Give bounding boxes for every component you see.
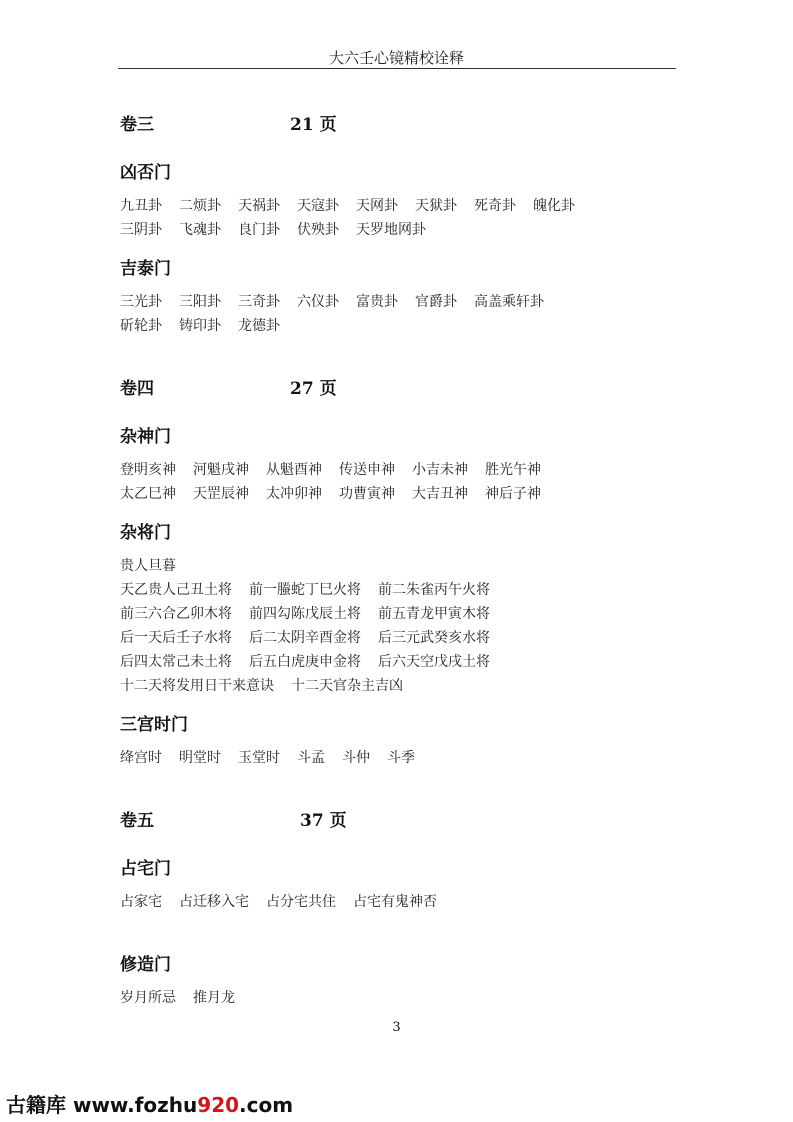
- list-item: 后一天后壬子水将: [120, 630, 232, 646]
- list-item: 明堂时: [179, 750, 221, 766]
- list-item: 六仪卦: [297, 294, 339, 310]
- section-title: 凶否门: [120, 163, 171, 183]
- section-title: 占宅门: [120, 859, 171, 879]
- list-item: 后五白虎庚申金将: [249, 654, 361, 670]
- watermark-suffix: .com: [239, 1093, 294, 1117]
- volume-5-page: 37 页: [300, 811, 347, 831]
- list-item: 铸印卦: [179, 318, 221, 334]
- list-item: 龙德卦: [238, 318, 280, 334]
- list-item: 十二天将发用日干来意诀: [120, 678, 274, 694]
- volume-5-heading: [120, 806, 154, 831]
- header-rule: [118, 68, 676, 69]
- list-line: [120, 579, 507, 599]
- list-item: 魄化卦: [533, 198, 575, 214]
- list-item: 天祸卦: [238, 198, 280, 214]
- list-item: 二烦卦: [179, 198, 221, 214]
- list-item: 玉堂时: [238, 750, 280, 766]
- list-item: 天罡辰神: [193, 486, 249, 502]
- watermark-prefix: 古籍库 www.fozhu: [6, 1093, 198, 1117]
- section-title: 三宫时门: [120, 715, 188, 735]
- list-item: 斗孟: [297, 750, 325, 766]
- page-number: 3: [392, 1020, 401, 1035]
- list-item: 斫轮卦: [120, 318, 162, 334]
- watermark-number: 920: [197, 1093, 240, 1117]
- section-title: 吉泰门: [120, 259, 171, 279]
- list-line: [120, 219, 443, 239]
- list-item: 后四太常己未土将: [120, 654, 232, 670]
- list-item: 后三元武癸亥水将: [378, 630, 490, 646]
- list-line: [120, 891, 454, 911]
- watermark-link[interactable]: [6, 1089, 293, 1118]
- volume-3-page: 21 页: [290, 115, 337, 135]
- list-item: 后六天空戊戌土将: [378, 654, 490, 670]
- list-line: [120, 459, 558, 479]
- list-item: 天罗地网卦: [356, 222, 426, 238]
- list-item: 三阴卦: [120, 222, 162, 238]
- list-item: 后二太阴辛酉金将: [249, 630, 361, 646]
- list-item: 贵人旦暮: [120, 558, 176, 574]
- list-line: [120, 747, 432, 767]
- list-item: 前三六合乙卯木将: [120, 606, 232, 622]
- volume-3-heading: [120, 110, 154, 135]
- list-item: 推月龙: [193, 990, 235, 1006]
- list-item: 伏殃卦: [297, 222, 339, 238]
- list-item: 功曹寅神: [339, 486, 395, 502]
- list-line: [120, 603, 507, 623]
- list-line: [120, 195, 592, 215]
- section-title: 修造门: [120, 955, 171, 975]
- list-item: 占迁移入宅: [179, 894, 249, 910]
- list-item: 从魁酉神: [266, 462, 322, 478]
- volume-4-heading: [120, 374, 154, 399]
- list-item: 天网卦: [356, 198, 398, 214]
- volume-4-page: 27 页: [290, 379, 337, 399]
- list-item: 九丑卦: [120, 198, 162, 214]
- list-item: 前二朱雀丙午火将: [378, 582, 490, 598]
- list-line: [120, 315, 297, 335]
- list-line: [120, 675, 420, 695]
- list-item: 神后子神: [485, 486, 541, 502]
- section-title: 杂神门: [120, 427, 171, 447]
- list-item: 前五青龙甲寅木将: [378, 606, 490, 622]
- list-item: 绛宫时: [120, 750, 162, 766]
- list-item: 天乙贵人己丑土将: [120, 582, 232, 598]
- volume-label: 卷三: [120, 115, 154, 135]
- list-item: 胜光午神: [485, 462, 541, 478]
- list-item: 太乙巳神: [120, 486, 176, 502]
- section-title: 杂将门: [120, 523, 171, 543]
- list-item: 大吉丑神: [412, 486, 468, 502]
- list-line: [120, 627, 507, 647]
- list-item: 小吉未神: [412, 462, 468, 478]
- list-item: 前四勾陈戊辰土将: [249, 606, 361, 622]
- list-item: 太冲卯神: [266, 486, 322, 502]
- list-item: 天狱卦: [415, 198, 457, 214]
- list-item: 河魁戌神: [193, 462, 249, 478]
- list-line: [120, 651, 507, 671]
- list-item: 岁月所忌: [120, 990, 176, 1006]
- list-item: 良门卦: [238, 222, 280, 238]
- list-line: [120, 483, 558, 503]
- list-item: 死奇卦: [474, 198, 516, 214]
- list-item: 占分宅共住: [266, 894, 336, 910]
- list-item: 三阳卦: [179, 294, 221, 310]
- list-item: 天寇卦: [297, 198, 339, 214]
- volume-label: 卷四: [120, 379, 154, 399]
- list-item: 前一螣蛇丁巳火将: [249, 582, 361, 598]
- list-item: 占宅有鬼神否: [353, 894, 437, 910]
- list-item: 斗仲: [342, 750, 370, 766]
- list-item: 登明亥神: [120, 462, 176, 478]
- list-line: [120, 555, 193, 575]
- list-line: [120, 987, 252, 1007]
- list-item: 飞魂卦: [179, 222, 221, 238]
- list-item: 十二天官杂主吉凶: [291, 678, 403, 694]
- list-item: 三光卦: [120, 294, 162, 310]
- list-item: 传送申神: [339, 462, 395, 478]
- header-title: 大六壬心镜精校诠释: [328, 49, 464, 67]
- list-item: 占家宅: [120, 894, 162, 910]
- list-item: 高盖乘轩卦: [474, 294, 544, 310]
- list-item: 三奇卦: [238, 294, 280, 310]
- volume-label: 卷五: [120, 811, 154, 831]
- list-item: 富贵卦: [356, 294, 398, 310]
- list-item: 斗季: [387, 750, 415, 766]
- list-item: 官爵卦: [415, 294, 457, 310]
- list-line: [120, 291, 561, 311]
